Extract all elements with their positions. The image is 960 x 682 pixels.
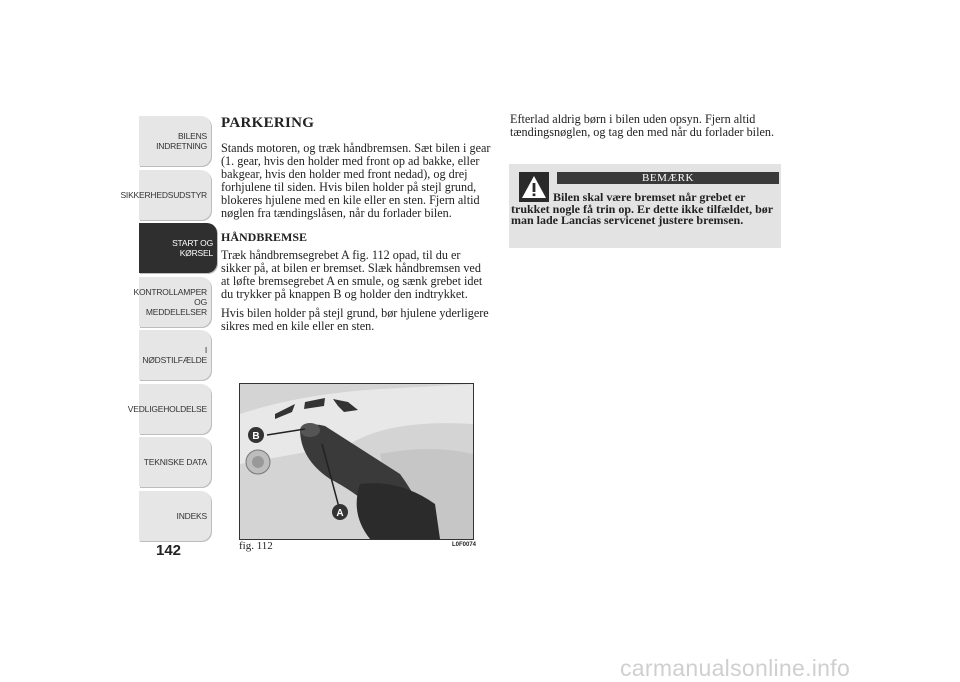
label-b: B	[252, 431, 260, 442]
section-title: PARKERING	[221, 115, 315, 131]
slope-paragraph: Hvis bilen holder på stejl grund, bør hjulene yderligere sikres med en kile eller en sten.	[221, 306, 489, 333]
tab-label: INDEKS	[176, 510, 207, 521]
tab-label: INDRETNING	[156, 141, 207, 151]
tab-label: SIKKERHEDSUDSTYR	[120, 189, 207, 200]
tab-bilens-indretning[interactable]	[139, 116, 211, 166]
note-text: Bilen skal være bremset når grebet er trukket nogle få trin op. Er dette ikke tilfældet, bør man lade Lancias servicenet justere bremsen.	[511, 190, 773, 227]
tab-label: OG MEDDELELSER	[145, 296, 207, 317]
tab-label: KONTROLLAMPER	[133, 286, 207, 297]
intro-paragraph: Stands motoren, og træk håndbremsen. Sæt bilen i gear (1. gear, hvis den holder med front op ad bakke, eller bakgear, hvis den holder med front nedad), og drej forhjulene til siden. Hvis bilen holder på stejl grund, blokeres hjulene med en kile eller en sten. Fjern altid nøglen fra tændingslåsen, når du forlader bilen.	[221, 141, 491, 220]
page-number: 142	[156, 542, 182, 559]
right-column	[510, 113, 780, 145]
tab-indeks[interactable]	[139, 491, 211, 541]
handbrake-illustration	[240, 384, 473, 539]
note-heading: BEMÆRK	[557, 172, 779, 184]
figure-caption: fig. 112	[239, 540, 273, 552]
tab-tekniske-data[interactable]	[139, 437, 211, 487]
tab-label: VEDLIGEHOLDELSE	[127, 403, 207, 414]
tab-label: START OG KØRSEL	[172, 238, 213, 258]
subheading: HÅNDBREMSE	[221, 230, 308, 244]
tab-label: I NØDSTILFÆLDE	[142, 345, 207, 365]
children-warning-text: Efterlad aldrig børn i bilen uden opsyn. Fjern altid tændingsnøglen, og tag den med når du forlader bilen.	[510, 112, 775, 139]
tab-kontrollamper[interactable]	[133, 277, 211, 327]
label-a: A	[336, 508, 344, 519]
left-column	[221, 115, 491, 339]
figure-code: L0F0074	[452, 542, 477, 548]
tab-i-nodstilfaelde[interactable]	[139, 330, 211, 380]
tab-label: BILENS	[177, 131, 207, 141]
tab-sikkerhedsudstyr[interactable]	[120, 170, 211, 220]
handbrake-paragraph: Træk håndbremsegrebet A fig. 112 opad, til du er sikker på, at bilen er bremset. Slæk håndbremsen ved at løfte bremsegrebet A en smule, og sænk grebet idet du trykker på knappen B og holder den indtrykket.	[221, 248, 483, 301]
watermark: carmanualsonline.info	[620, 655, 851, 681]
handbrake-figure	[239, 383, 474, 540]
chapter-tabs	[120, 116, 213, 544]
tab-vedligeholdelse[interactable]	[127, 384, 211, 434]
tab-label: TEKNISKE DATA	[143, 457, 207, 467]
note-box	[509, 164, 781, 248]
tab-start-og-korsel[interactable]	[139, 223, 217, 273]
